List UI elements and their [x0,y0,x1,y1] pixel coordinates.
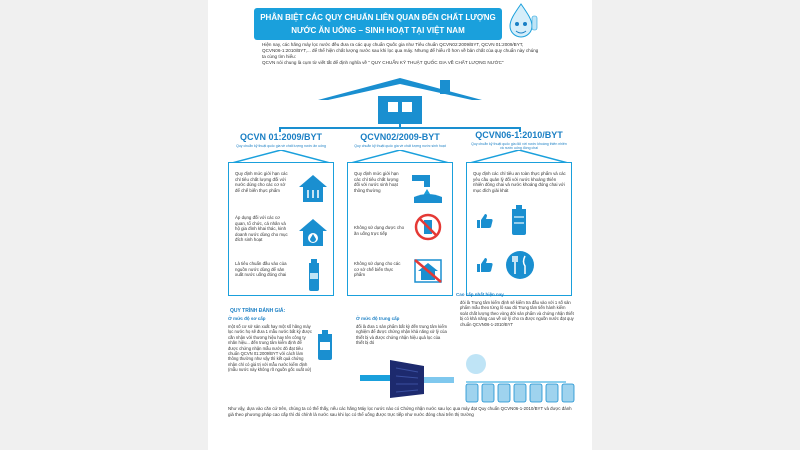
intro-paragraph-1: Hiện nay, các hãng máy lọc nước đều đưa ra các quy chuẩn Quốc gia như Tiêu chuẩn QCVN02:2009/BYT, QCVN 01:2009/BYT, QCVN06-1:2010/BYT,... để thể hiện chất lượng nước sau khi lọc qua máy. Nhưng để hiểu rõ hơn về bản chất của quy chuẩn này chúng ta cùng tìm hiểu: [262,42,539,59]
cutlery-icon [505,249,535,281]
no-drinking-icon [414,213,442,241]
process-low-text: một số cơ sở sản xuất hay một số hãng máy lọc nước họ sẽ đưa 1 mẫu nước bất kỳ được cắn nhận với thương hiệu hay tên công ty nhãn hiệu... đến trung tâm kiểm định để được chứng nhận mẫu nước đó đạt tiêu chuẩn QCVN 01:2009/BYT với cách làm thông thường như vậy thì kết quả chứng nhận chỉ có giá trị với mẫu nước kiểm định (mẫu nước này không rõ nguồn gốc xuất xứ) [228,324,312,373]
title-line-1: PHÂN BIỆT CÁC QUY CHUẨN LIÊN QUAN ĐẾN CHẤT LƯỢNG [260,13,496,22]
column-1-item-3: Là tiêu chuẩn đầu vào của nguồn nước dùng để sản xuất nước uống đóng chai [235,261,287,278]
column-3-panel [466,162,572,296]
column-1-title: QCVN 01:2009/BYT [239,132,323,142]
process-mid-text: đối là đưa 1 sản phẩm bất kỳ đến trung tâm kiểm nghiệm để được chứng nhận khả năng xử lý của thiết bị và được chứng nhận hiệu quả lọc của thiết bị đó [356,324,448,346]
column-1-item-2: Áp dụng đối với các cơ quan, tổ chức, cá nhân và hộ gia đình khai thác, kinh doanh nước dùng cho mục đích sinh hoạt [235,215,288,243]
column-1-item-1: Quy định mức giới hạn các chỉ tiêu chất lượng đối với nước dùng cho các cơ sở để chế biến thực phẩm [235,171,288,193]
column-3-title: QCVN06-1:2010/BYT [475,130,563,140]
process-title: QUY TRÌNH ĐÁNH GIÁ: [230,308,286,314]
house-roof-icon [208,72,592,132]
process-low-title: Ở mức độ sơ cấp [228,316,266,321]
water-tap-icon [410,171,446,205]
column-2-subtitle: Quy chuẩn kỹ thuật quốc gia về chất lượng nước sinh hoạt [354,144,446,148]
intro-paragraph-2: QCVN nói chung là cụm từ viết tắt để định nghĩa về " QUY CHUẨN KỸ THUẬT QUỐC GIA VỀ CHẤT LƯỢNG NƯỚC" [262,60,504,65]
intro-text [262,42,542,66]
process-high-title: Cao cấp nhất hiện nay [456,292,504,297]
title-banner [254,8,502,40]
filter-device-icon [360,354,454,402]
column-2-item-3: Không sử dụng cho các cơ sở chế biến thực phẩm [354,261,401,278]
thumbs-up-icon-2 [475,257,493,273]
process-high-text: đòi là Trung tâm kiểm định sẽ kiểm tra đầu vào với 1 số sản phẩm mẫu theo từng lô sau đó Trung tâm tiến hành kiểm soát chất lượng theo vòng đời sản phẩm và chứng nhận thiết bị có khả năng cao về xử lý cho ra được nguồn nước đạt quy chuẩn QCVN06-1-2010/BYT [460,300,574,327]
column-1-subtitle: Quy chuẩn kỹ thuật quốc gia về chất lượng nước ăn uống [236,144,326,148]
column-3-subtitle: Quy chuẩn kỹ thuật quốc gia đối với nước khoáng thiên nhiên và nước uống đóng chai [471,142,567,150]
title-line-2: NƯỚC ĂN UỐNG – SINH HOẠT TẠI VIỆT NAM [291,26,465,35]
no-food-processing-icon [412,257,444,285]
column-1-panel [228,162,334,296]
column-2-item-2: Không sử dụng được cho ăn uống trực tiếp [354,225,405,236]
bottle-production-line-icon [460,352,578,404]
house-food-icon [297,173,329,203]
conclusion-text: Như vậy, dựa vào căn cứ trên, chúng ta có thể thấy, nếu các hãng Máy lọc nước nào có Chứng nhận nước sau lọc qua máy đạt Quy chuẩn QCVN06-1-2010/BYT và được đánh giá theo phương pháp cao cấp thì đó chính là nước sau khi lọc có thể uống được trực tiếp như nước đóng chai trên thị trường [228,406,572,417]
column-3-item-1: Quy định các chỉ tiêu an toàn thực phẩm và các yêu cầu quản lý đối với nước khoáng thiên nhiên đóng chai và nước khoáng đóng chai với mục đích giải khát [473,171,566,193]
process-mid-title: Ở mức độ trung cấp [356,316,400,321]
sample-bottle-icon [314,330,336,360]
column-2-item-1: Quy định mức giới hạn các chỉ tiêu chất lượng đối với nước sinh hoạt thông thường [354,171,399,193]
column-2-panel [347,162,453,296]
infographic-page [208,0,592,450]
water-drop-mascot-icon [504,2,538,42]
water-bottle-icon [305,259,323,291]
large-bottle-icon [507,205,531,235]
column-2-title: QCVN02/2009-BYT [360,132,440,142]
house-water-icon [297,217,329,247]
thumbs-up-icon [475,213,493,229]
